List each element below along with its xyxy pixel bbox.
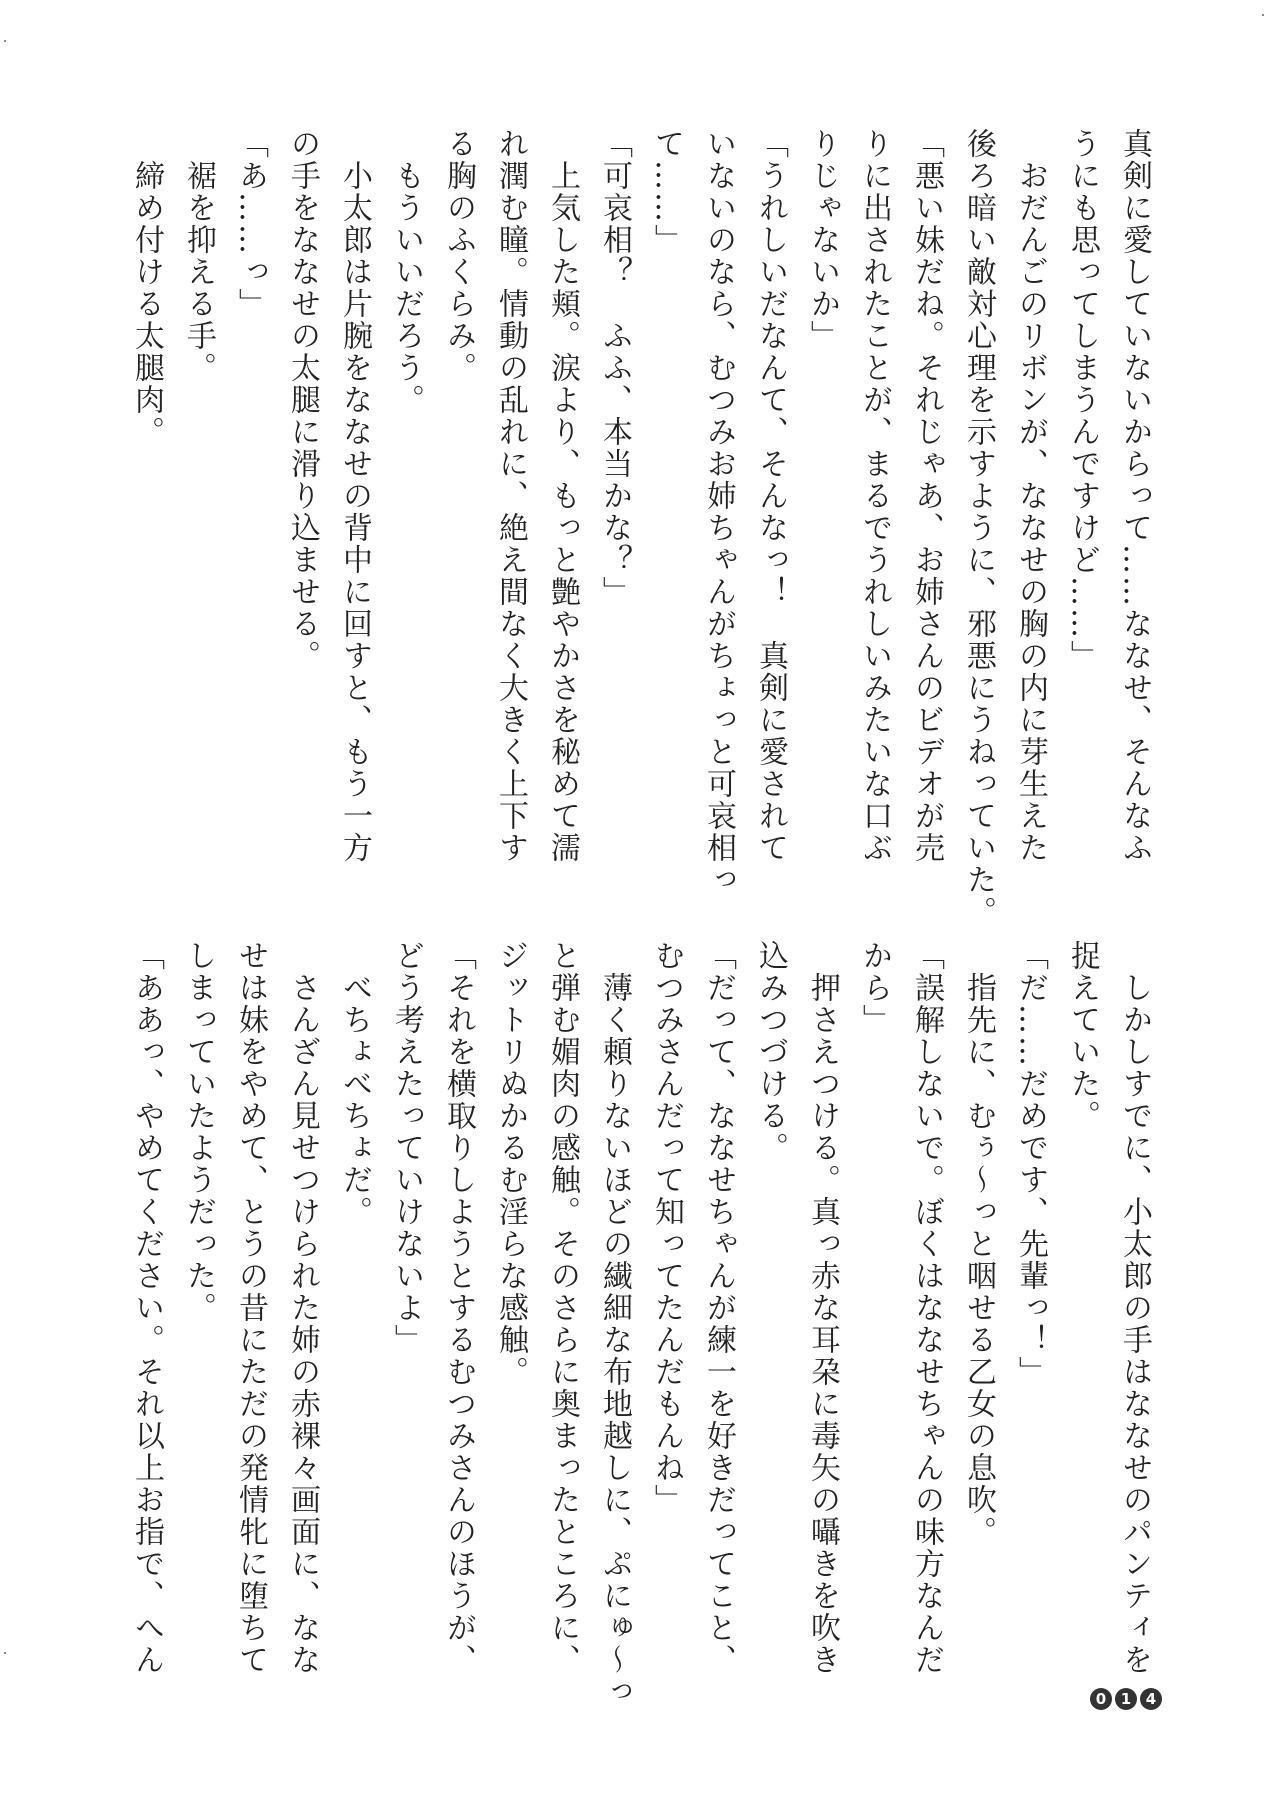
- text-line: と弾む媚肉の感触。そのさらに奥まったところに、: [545, 940, 580, 1676]
- page-number: [1090, 1688, 1162, 1710]
- text-line: れ潤む瞳。情動の乱れに、絶え間なく大きく上下す: [493, 128, 528, 864]
- text-line: べちょべちょだ。: [337, 940, 372, 1228]
- text-line: 「可哀相？ ふふ、本当かな？」: [597, 128, 632, 608]
- text-line: 「ああっ、やめてください。それ以上お指で、へん: [129, 940, 164, 1676]
- text-line: うにも思ってしまうんですけど……」: [1065, 128, 1100, 672]
- page-number-digit: 0: [1090, 1688, 1112, 1710]
- top-text-block: [129, 128, 1160, 928]
- page-number-digit: 4: [1140, 1688, 1162, 1710]
- text-line: て……」: [649, 128, 684, 256]
- text-line: 裾を抑える手。: [181, 128, 216, 384]
- text-line: さんざん見せつけられた姉の赤裸々画面に、なな: [285, 940, 320, 1676]
- text-line: もういいだろう。: [389, 128, 424, 416]
- text-line: の手をななせの太腿に滑り込ませる。: [285, 128, 320, 672]
- text-line: 真剣に愛していないからって……ななせ、そんなふ: [1117, 128, 1152, 864]
- text-line: 薄く頼りないほどの繊細な布地越しに、ぷにゅ〜っ: [597, 940, 632, 1708]
- bottom-text-block: [129, 940, 1160, 1708]
- text-line: しまっていたようだった。: [181, 940, 216, 1324]
- text-line: から」: [857, 940, 892, 1036]
- text-line: 上気した頬。涙より、もっと艶やかさを秘めて濡: [545, 128, 580, 864]
- page-number-digit: 1: [1115, 1688, 1137, 1710]
- text-line: どう考えたっていけないよ」: [389, 940, 424, 1356]
- text-line: 「悪い妹だね。それじゃあ、お姉さんのビデオが売: [909, 128, 944, 864]
- text-line: りに出されたことが、まるでうれしいみたいな口ぶ: [857, 128, 892, 864]
- text-line: 「だって、ななせちゃんが練一を好きだってこと、: [701, 940, 736, 1676]
- text-line: おだんごのリボンが、ななせの胸の内に芽生えた: [1013, 128, 1048, 864]
- text-line: 「あ……っ」: [233, 128, 268, 320]
- text-line: むつみさんだって知ってたんだもんね」: [649, 940, 684, 1516]
- text-line: せは妹をやめて、とうの昔にただの発情牝に堕ちて: [233, 940, 268, 1676]
- text-line: 後ろ暗い敵対心理を示すように、邪悪にうねっていた。: [961, 128, 996, 928]
- text-line: 捉えていた。: [1065, 940, 1100, 1132]
- text-line: 「だ……だめです、先輩っ！」: [1013, 940, 1048, 1388]
- text-line: ジットリぬかるむ淫らな感触。: [493, 940, 528, 1388]
- text-line: 締め付ける太腿肉。: [129, 128, 164, 448]
- text-line: 込みつづける。: [753, 940, 788, 1164]
- text-line: 「誤解しないで。ぼくはななせちゃんの味方なんだ: [909, 940, 944, 1676]
- scan-edge-mark: [4, 1652, 6, 1654]
- text-line: 小太郎は片腕をななせの背中に回すと、もう一方: [337, 128, 372, 864]
- text-line: 指先に、むぅ〜っと咽せる乙女の息吹。: [961, 940, 996, 1548]
- scan-edge-mark: [1262, 14, 1264, 16]
- scan-edge-mark: [4, 40, 6, 42]
- text-line: 押さえつける。真っ赤な耳朶に毒矢の囁きを吹き: [805, 940, 840, 1676]
- text-line: 「うれしいだなんて、そんなっ！ 真剣に愛されて: [753, 128, 788, 864]
- text-line: りじゃないか」: [805, 128, 840, 352]
- text-line: いないのなら、むつみお姉ちゃんがちょっと可哀相っ: [701, 128, 736, 896]
- text-line: 「それを横取りしようとするむつみさんのほうが、: [441, 940, 476, 1676]
- text-line: る胸のふくらみ。: [441, 128, 476, 384]
- text-line: しかしすでに、小太郎の手はななせのパンティを: [1117, 940, 1152, 1676]
